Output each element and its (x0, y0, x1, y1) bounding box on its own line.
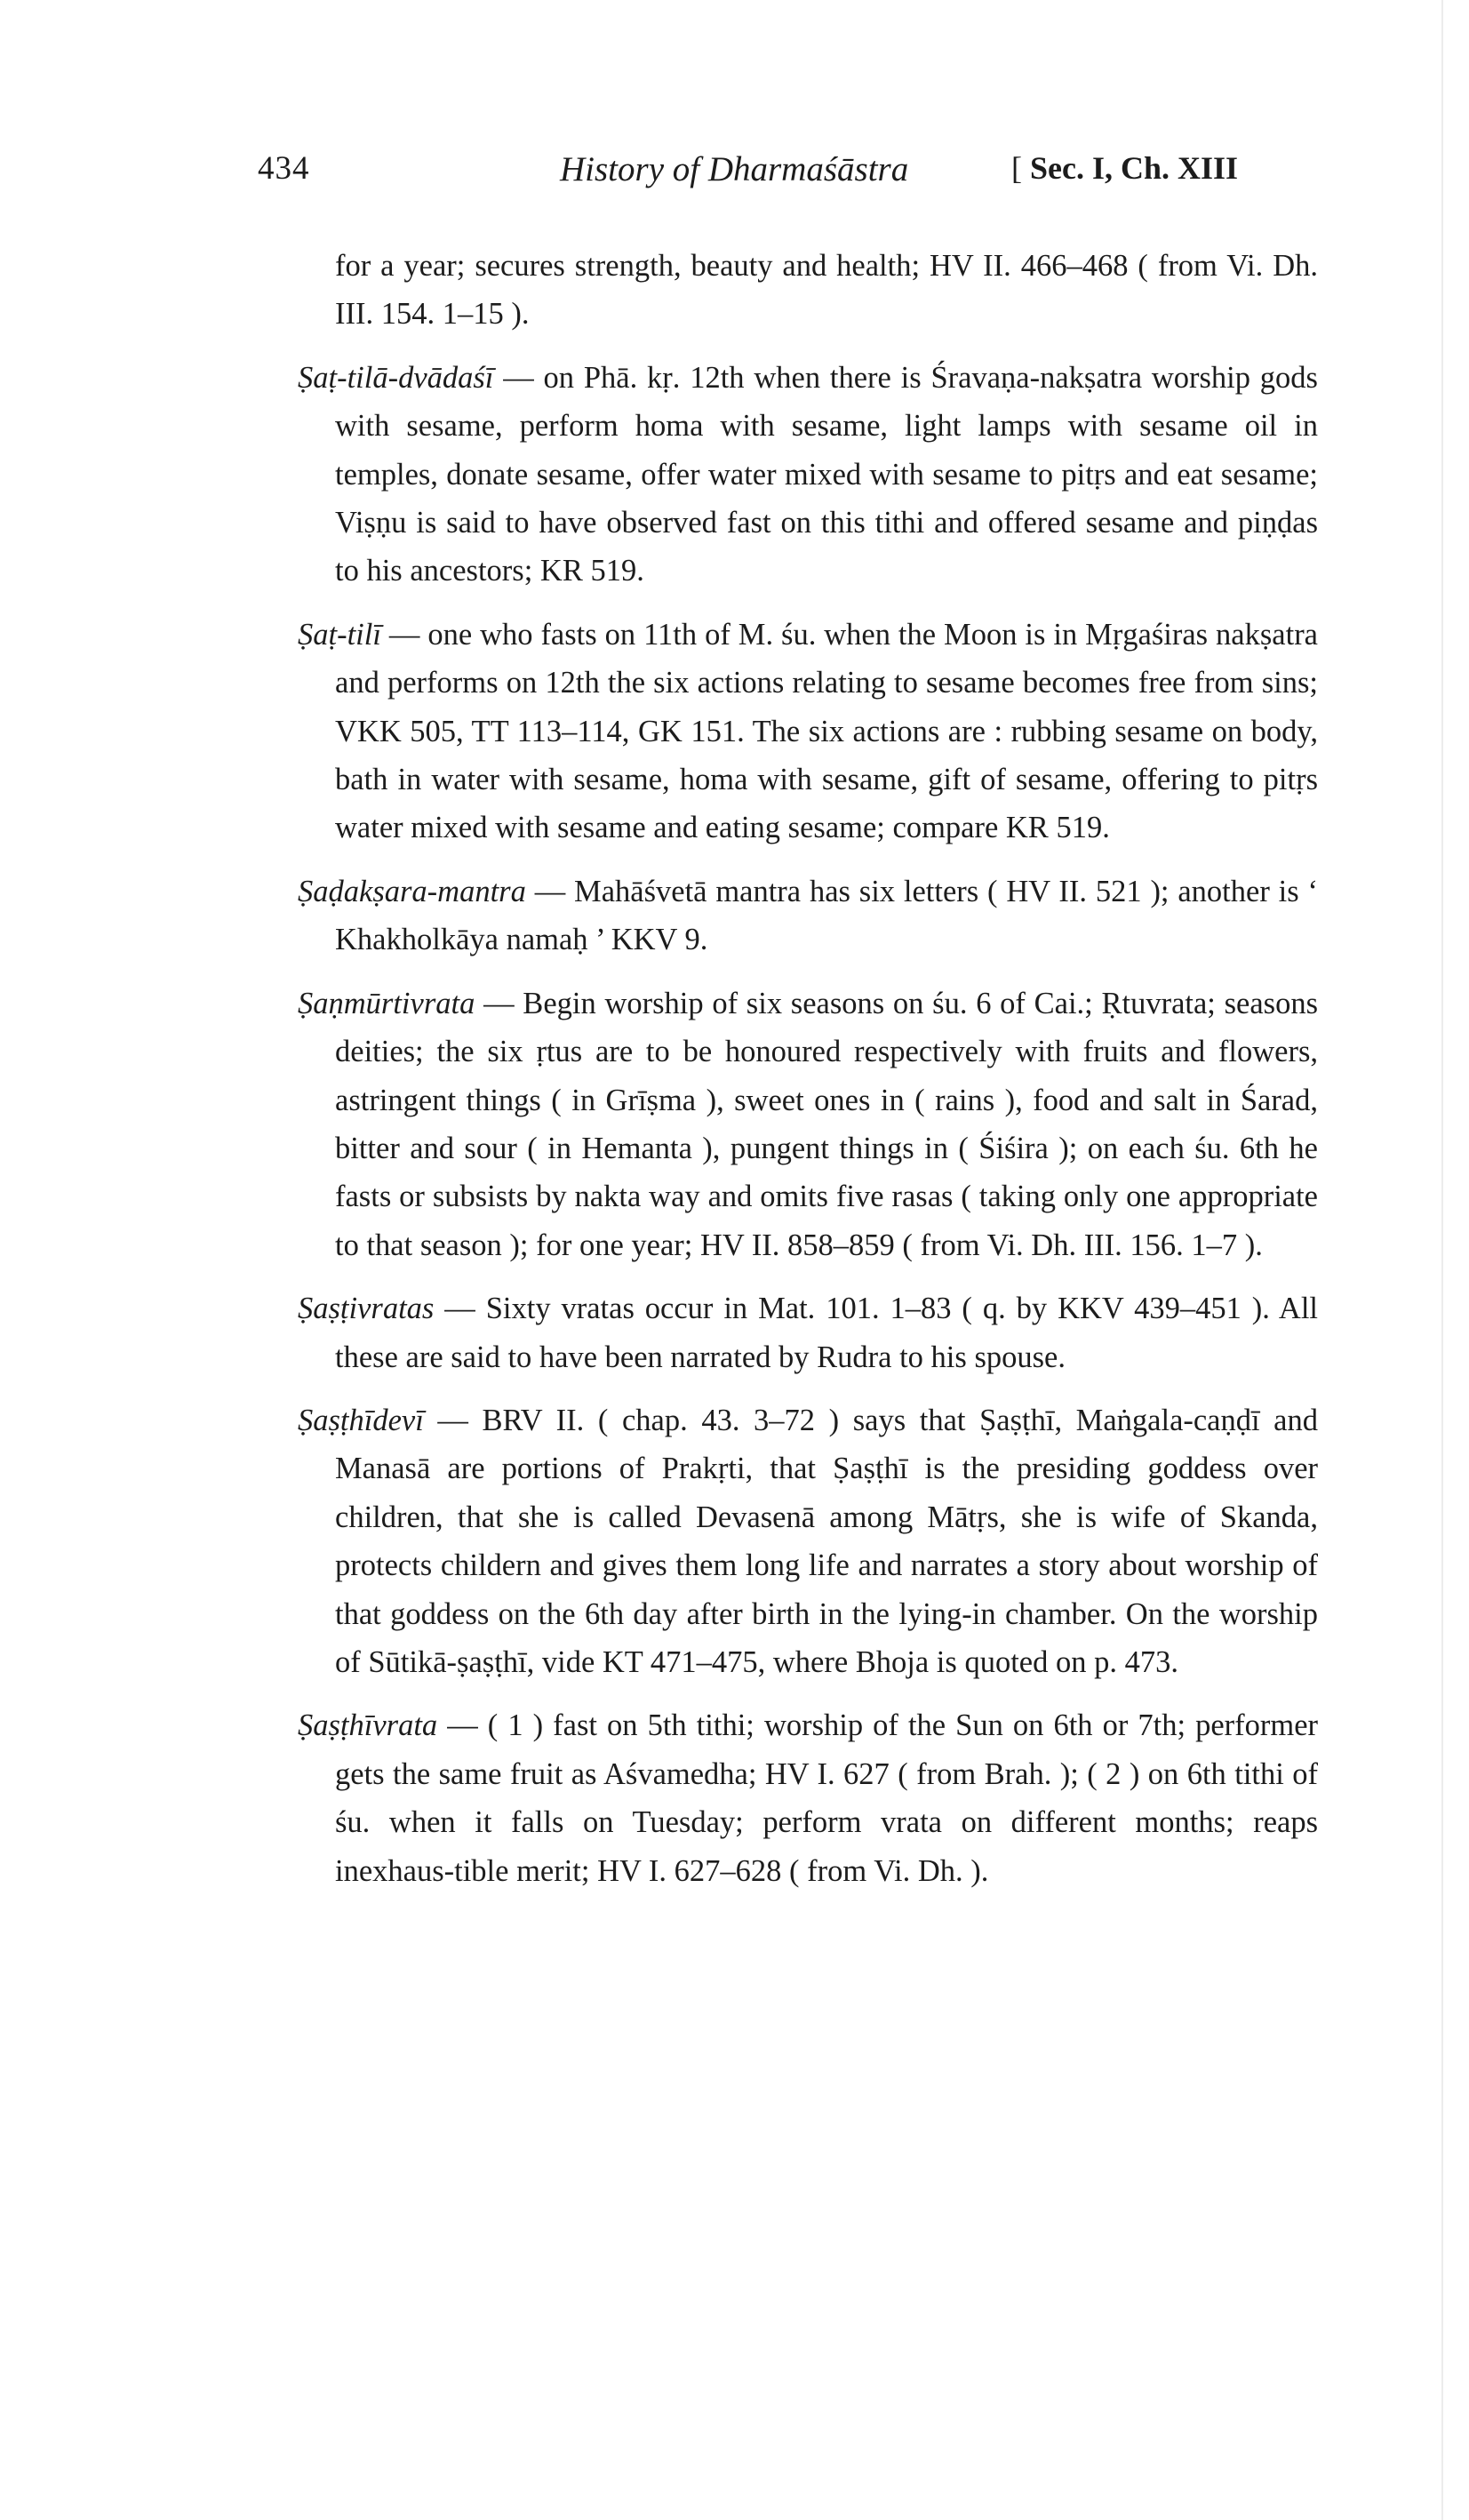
entry-text: — ( 1 ) fast on 5th tithi; worship of the Sun on 6th or 7th; performer gets the same fruit as Aśvamedha; HV I. 627 ( from Brah. ); ( 2 ) on 6th tithi of śu. when it falls on Tuesday; perform vrata on different months; reaps inexhaus-tible merit; HV I. 627–628 ( from Vi. Dh. ). (335, 1708, 1319, 1888)
entry-sastivratas (298, 1284, 1318, 1381)
entry-sat-tila-dvadasi (298, 354, 1318, 596)
entry-text: — Sixty vratas occur in Mat. 101. 1–83 ( q. by KKV 439–451 ). All these are said to have been narrated by Rudra to his spouse. (335, 1292, 1319, 1374)
entry-sasthidevi (298, 1396, 1318, 1686)
entry-text: — Begin worship of six seasons on śu. 6 of Cai.; Ṛtuvrata; seasons deities; the six ṛtus are to be honoured respectively with fruits and flowers, astringent things ( in Grīṣma ), sweet ones in ( rains ), food and salt in Śarad, bitter and sour ( in Hemanta ), pungent things in ( Śiśira ); on each śu. 6th he fasts or subsists by nakta way and omits five rasas ( taking only one appropriate to that season ); for one year; HV II. 858–859 ( from Vi. Dh. III. 156. 1–7 ). (335, 986, 1319, 1262)
section-label: Sec. I, Ch. XIII (1030, 150, 1239, 186)
entry-term: Ṣaḍakṣara-mantra (298, 874, 526, 908)
entry-term: Ṣaṣṭhīvrata (298, 1708, 438, 1743)
section-bracket: [ (1011, 150, 1022, 186)
running-header (258, 149, 1329, 203)
page-number: 434 (258, 150, 310, 187)
entry-term: Ṣaṣṭivratas (298, 1292, 435, 1326)
entry-term: Ṣaṇmūrtivrata (298, 986, 475, 1020)
entry-text: — one who fasts on 11th of M. śu. when the Moon is in Mṛgaśiras nakṣatra and performs on 12th the six actions relating to sesame becomes free from sins; VKK 505, TT 113–114, GK 151. The six actions are : rubbing sesame on body, bath in water with sesame, homa with sesame, gift of sesame, offering to pitṛs water mixed with sesame and eating sesame; compare KR 519. (335, 617, 1318, 845)
page-edge-shadow (1441, 0, 1443, 2520)
entry-text: — on Phā. kṛ. 12th when there is Śravaṇa-nakṣatra worship gods with sesame, perform homa with sesame, light lamps with sesame oil in temples, donate sesame, offer water mixed with sesame to pitṛs and eat sesame; Viṣṇu is said to have observed fast on this tithi and offered sesame and piṇḍas to his ancestors; KR 519. (335, 360, 1318, 588)
entry-text: — BRV II. ( chap. 43. 3–72 ) says that Ṣaṣṭhī, Maṅgala-caṇḍī and Manasā are portions of Prakṛti, that Ṣaṣṭhī is the presiding goddess over children, that she is called Devasenā among Mātṛs, she is wife of Skanda, protects childern and gives them long life and narrates a story about worship of that goddess on the 6th day after birth in the lying-in chamber. On the worship of Sūtikā-ṣaṣṭhī, vide KT 471–475, where Bhoja is quoted on p. 473. (335, 1403, 1319, 1679)
entry-term: Ṣaṣṭhīdevī (298, 1403, 424, 1437)
entry-sasthivrata (298, 1701, 1318, 1895)
entry-continuation (298, 242, 1318, 339)
section-reference (1011, 149, 1238, 187)
entry-term: Ṣaṭ-tilā-dvādaśī (298, 360, 494, 395)
entry-text: for a year; secures strength, beauty and health; HV II. 466–468 ( from Vi. Dh. III. 154. 1–15 ). (335, 249, 1318, 332)
entry-term: Ṣaṭ-tilī (298, 617, 381, 652)
running-title: History of Dharmaśāstra (560, 150, 909, 188)
entry-sadaksara-mantra (298, 868, 1318, 964)
entry-sanmurtivrata (298, 980, 1318, 1269)
dictionary-entries (298, 242, 1318, 1895)
entry-sat-tili (298, 611, 1318, 852)
entry-text: — Mahāśvetā mantra has six letters ( HV II. 521 ); another is ‘ Khakholkāya namaḥ ’ KKV 9. (335, 874, 1318, 957)
